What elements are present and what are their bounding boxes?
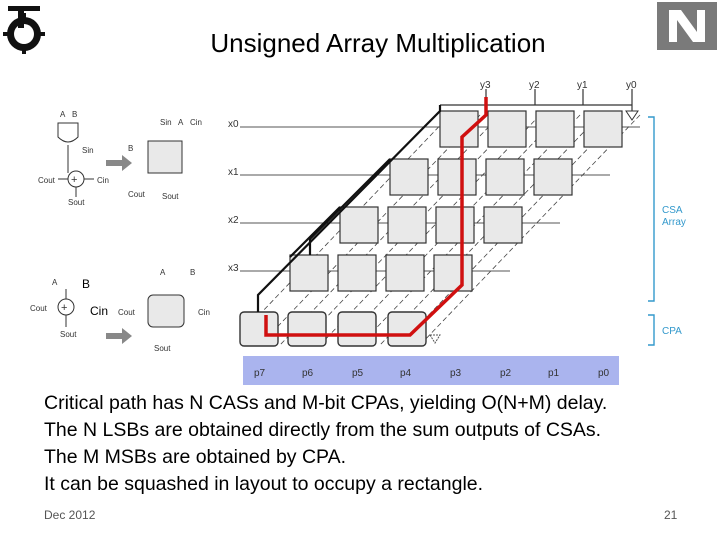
svg-text:Cin: Cin [198, 308, 211, 317]
x3-label: x3 [228, 263, 239, 274]
x0-label: x0 [228, 119, 239, 130]
svg-text:B: B [190, 268, 196, 277]
svg-text:+: + [71, 174, 78, 186]
p4-label: p4 [400, 368, 412, 379]
p7-label: p7 [254, 368, 266, 379]
svg-text:Sin: Sin [82, 146, 94, 155]
footer-date: Dec 2012 [44, 508, 96, 522]
p0-label: p0 [598, 368, 610, 379]
cpa-legend-box [148, 295, 184, 327]
p6-label: p6 [302, 368, 314, 379]
svg-text:Cin: Cin [190, 118, 203, 127]
cpa-cells [240, 312, 426, 346]
svg-text:+: + [61, 302, 68, 314]
svg-text:A: A [60, 110, 66, 119]
cpa-label: CPA [662, 326, 682, 337]
svg-text:B: B [128, 144, 134, 153]
y0-label: y0 [626, 80, 637, 91]
product-band [243, 356, 619, 385]
p3-label: p3 [450, 368, 462, 379]
p5-label: p5 [352, 368, 364, 379]
overlay-b-label: B [82, 277, 91, 291]
csa-cell-legend [38, 110, 202, 207]
y2-label: y2 [529, 80, 540, 91]
y3-label: y3 [480, 80, 491, 91]
svg-text:Cout: Cout [118, 308, 135, 317]
svg-text:Sout: Sout [162, 192, 179, 201]
bullet-lsbs: The N LSBs are obtained directly from the sum outputs of CSAs. [44, 419, 602, 441]
x1-label: x1 [228, 167, 239, 178]
x2-label: x2 [228, 215, 239, 226]
y0-arrow [626, 111, 638, 120]
svg-text:B: B [72, 110, 78, 119]
csa-legend-box [148, 141, 182, 173]
page-number: 21 [664, 508, 678, 522]
and-gate-icon [58, 123, 78, 142]
svg-text:Cin: Cin [97, 176, 110, 185]
svg-text:Cout: Cout [128, 190, 145, 199]
p2-label: p2 [500, 368, 512, 379]
svg-text:Sin: Sin [160, 118, 172, 127]
overlay-cin-label: Cin [90, 304, 109, 318]
svg-text:A: A [178, 118, 184, 127]
bullet-list [44, 390, 704, 498]
p1-label: p1 [548, 368, 560, 379]
svg-text:A: A [160, 268, 166, 277]
svg-text:Cout: Cout [38, 176, 55, 185]
csa-label-line2: Array [662, 217, 686, 228]
cpa-cell-legend [30, 268, 210, 353]
slide-title: Unsigned Array Multiplication [210, 28, 546, 58]
brackets [648, 117, 654, 345]
array-multiplier-diagram [0, 75, 720, 385]
svg-text:Cout: Cout [30, 304, 47, 313]
y-bus [440, 89, 632, 111]
csa-cells [290, 111, 622, 291]
svg-text:A: A [52, 278, 58, 287]
bullet-msbs: The M MSBs are obtained by CPA. [44, 446, 347, 468]
csa-label-line1: CSA [662, 205, 683, 216]
y1-label: y1 [577, 80, 588, 91]
bullet-layout: It can be squashed in layout to occupy a rectangle. [44, 473, 484, 495]
svg-text:Sout: Sout [68, 198, 85, 207]
svg-text:Sout: Sout [60, 330, 77, 339]
right-arrow-icon [106, 155, 132, 171]
cpa-arrow [430, 335, 440, 343]
svg-text:Sout: Sout [154, 344, 171, 353]
bullet-critical-path: Critical path has N CASs and M-bit CPAs, yielding O(N+M) delay. [44, 392, 608, 414]
right-arrow-icon-2 [106, 328, 132, 344]
